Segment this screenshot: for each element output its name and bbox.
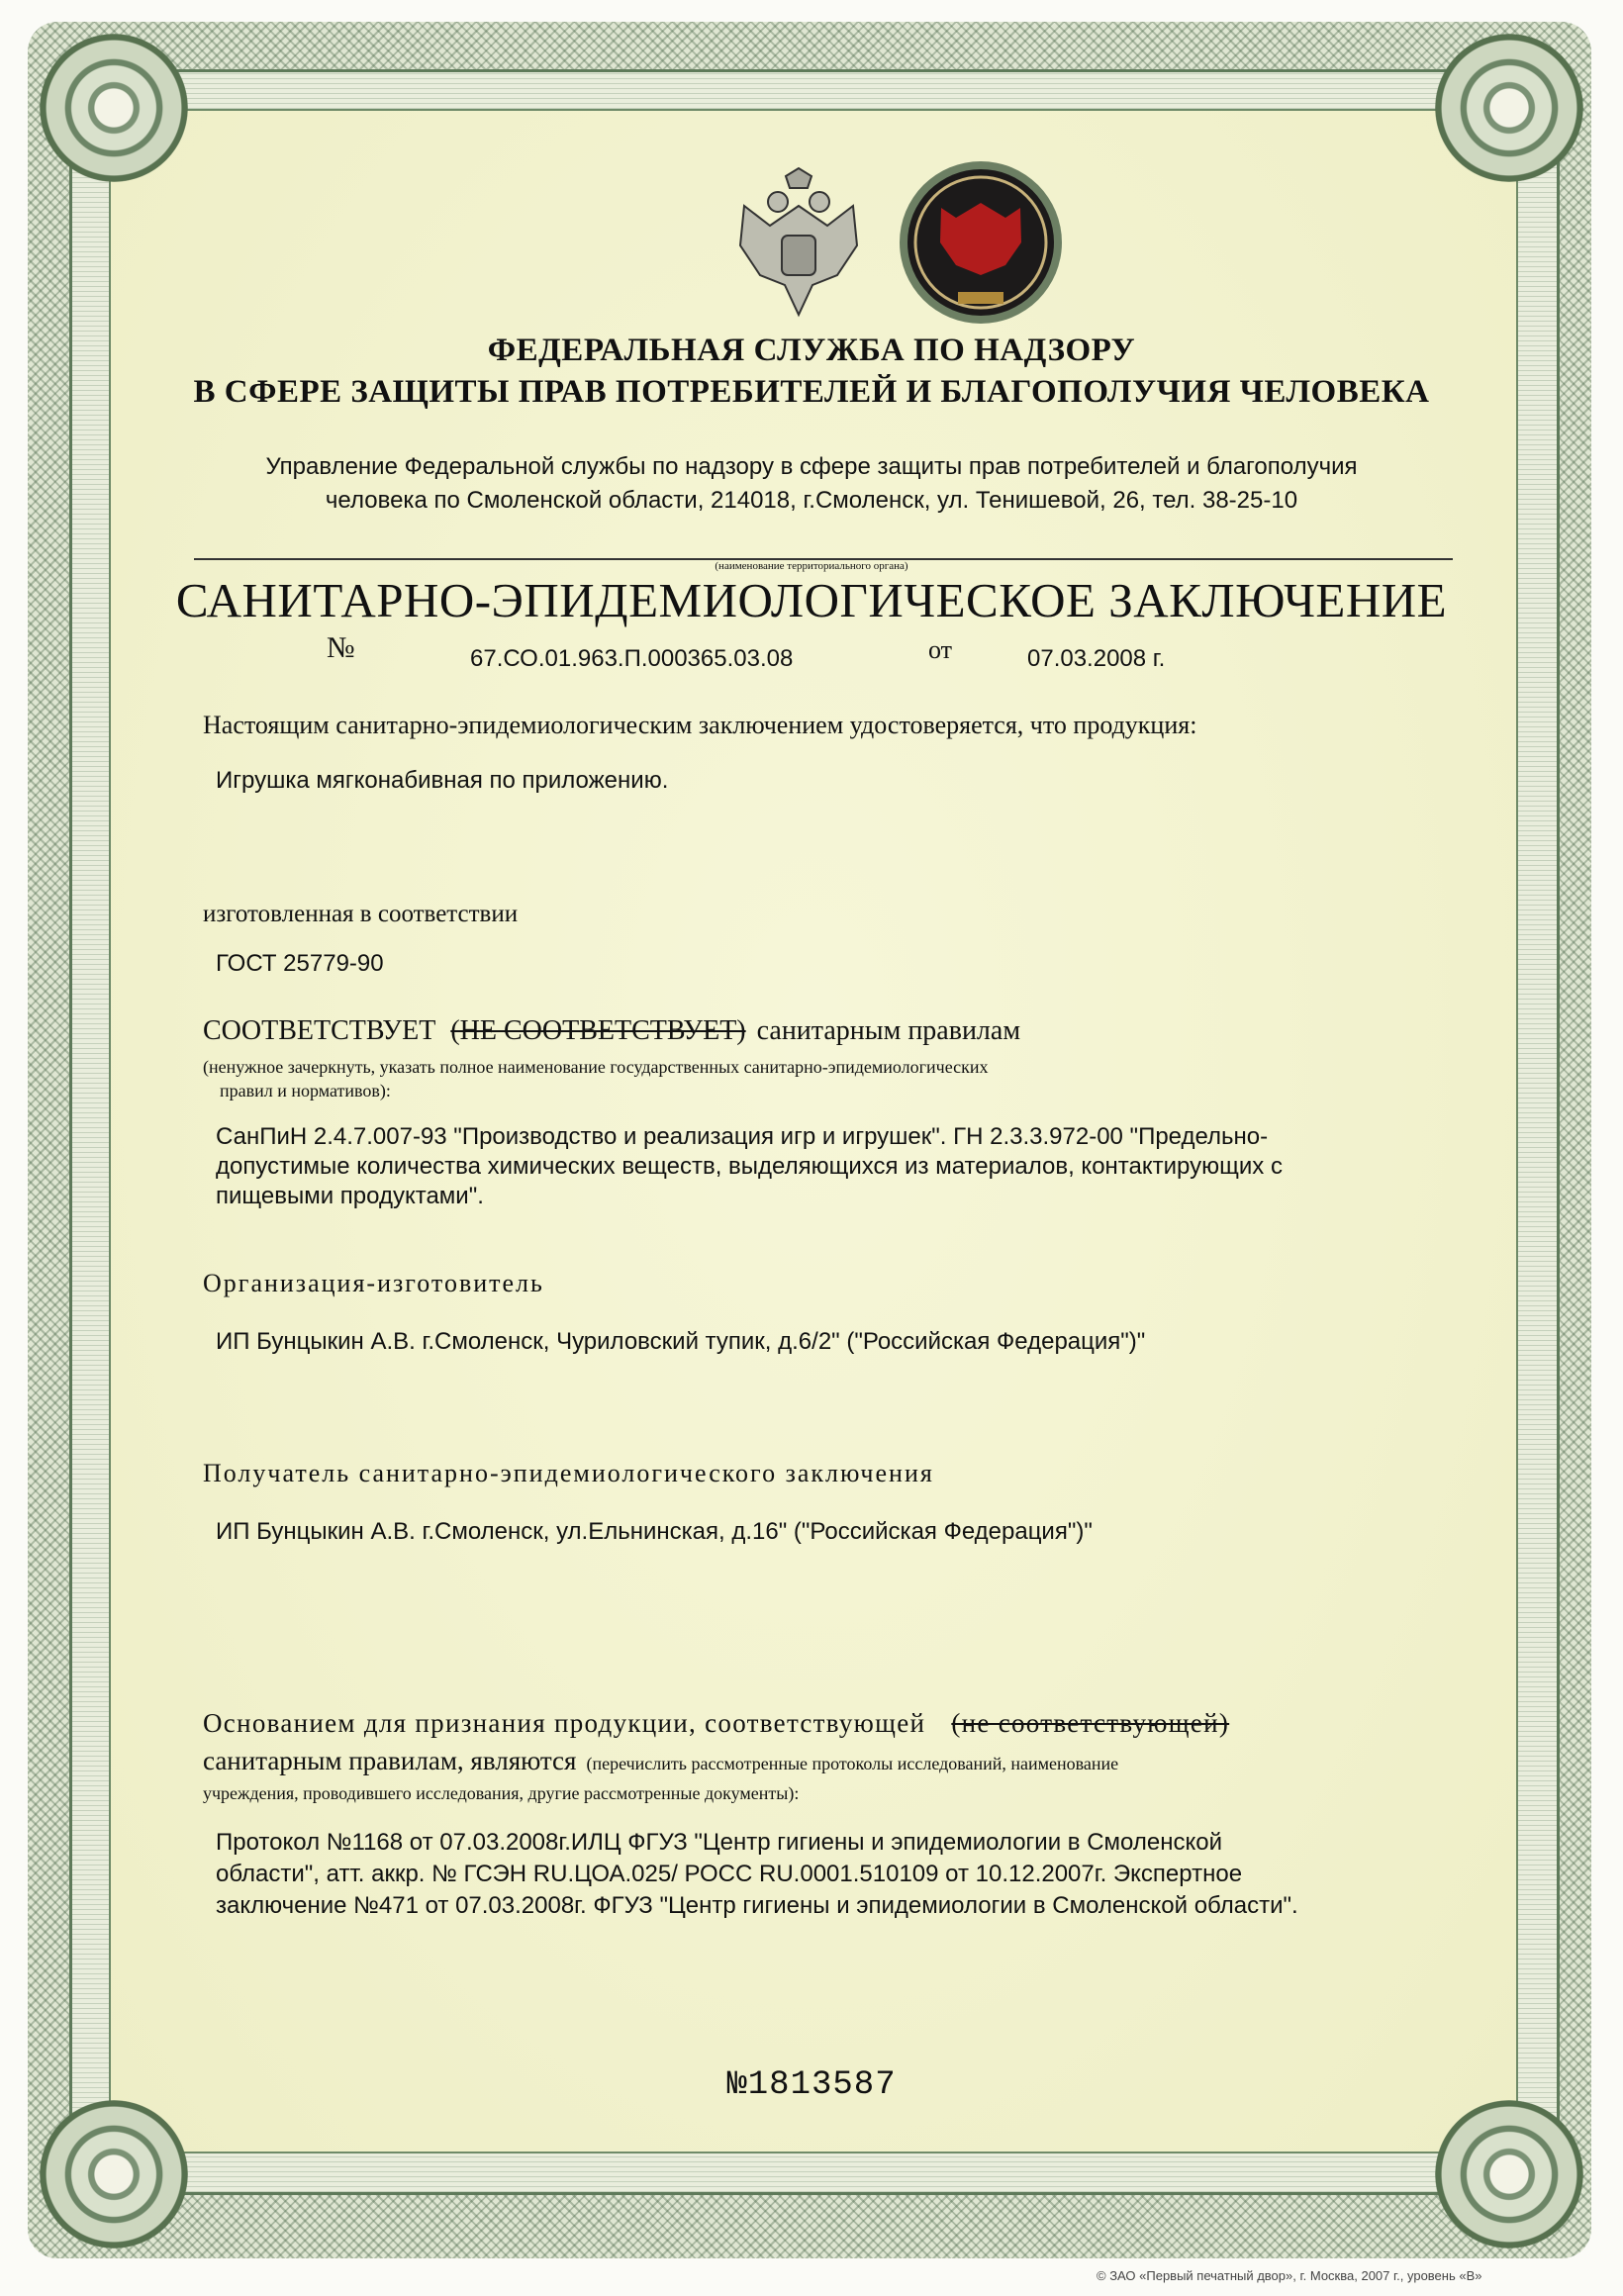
manufacturer-value: ИП Бунцыкин А.В. г.Смоленск, Чуриловский тупик, д.6/2" ("Российская Федерация")": [216, 1328, 1146, 1355]
basis-doc-line2: области", атт. аккр. № ГСЭН RU.ЦОА.025/ РОСС RU.0001.510109 от 10.12.2007г. Экспертное: [216, 1861, 1243, 1887]
product-name: Игрушка мягконабивная по приложению.: [216, 767, 669, 794]
corner-ornament-top-left: [40, 34, 188, 182]
agency-title-line2: В СФЕРЕ ЗАЩИТЫ ПРАВ ПОТРЕБИТЕЛЕЙ И БЛАГОПОЛУЧИЯ ЧЕЛОВЕКА: [193, 374, 1430, 410]
printer-footer: © ЗАО «Первый печатный двор», г. Москва, 2007 г., уровень «В»: [1097, 2268, 1482, 2283]
basis-line2-text: санитарным правилам, являются: [203, 1746, 577, 1775]
compliance-line: [203, 1015, 1020, 1047]
compliance-hint-line2: правил и нормативов):: [220, 1081, 391, 1100]
serial-number: №1813587: [726, 2066, 897, 2104]
manufacturer-label: Организация-изготовитель: [203, 1269, 544, 1297]
corner-ornament-bottom-left: [40, 2100, 188, 2248]
standard-value: ГОСТ 25779-90: [216, 950, 384, 977]
compliance-hint-line1: (ненужное зачеркнуть, указать полное наименование государственных санитарно-эпидемиологических: [203, 1057, 989, 1077]
basis-line2-hint: (перечислить рассмотренные протоколы исследований, наименование: [586, 1754, 1119, 1773]
document-date: 07.03.2008 г.: [1027, 645, 1166, 672]
basis-line1: [203, 1708, 1229, 1739]
basis-doc-line1: Протокол №1168 от 07.03.2008г.ИЛЦ ФГУЗ "Центр гигиены и эпидемиологии в Смоленской: [216, 1829, 1222, 1856]
basis-line1-text: Основанием для признания продукции, соответствующей: [203, 1708, 926, 1738]
coat-of-arms-icon: [730, 166, 867, 325]
rules-line2: допустимые количества химических веществ, выделяющихся из материалов, контактирующих с: [216, 1153, 1283, 1180]
corner-ornament-top-right: [1435, 34, 1583, 182]
department-line2: человека по Смоленской области, 214018, г.Смоленск, ул. Тенишевой, 26, тел. 38-25-10: [325, 487, 1298, 514]
corner-ornament-bottom-right: [1435, 2100, 1583, 2248]
document-number: 67.СО.01.963.П.000365.03.08: [470, 645, 794, 672]
basis-documents: [216, 1827, 1298, 1922]
certifies-intro: Настоящим санитарно-эпидемиологическим заключением удостоверяется, что продукция:: [203, 711, 1197, 739]
basis-line2: [203, 1746, 1118, 1776]
agency-title-line1: ФЕДЕРАЛЬНАЯ СЛУЖБА ПО НАДЗОРУ: [487, 333, 1136, 368]
rules-text: [216, 1122, 1283, 1211]
number-label: №: [327, 631, 355, 664]
compliance-status: СООТВЕТСТВУЕТ: [203, 1015, 436, 1046]
manufactured-label: изготовленная в соответствии: [203, 901, 519, 927]
basis-doc-line3: заключение №471 от 07.03.2008г. ФГУЗ "Центр гигиены и эпидемиологии в Смоленской области".: [216, 1892, 1298, 1919]
basis-line1-struck: (не соответствующей): [951, 1708, 1230, 1738]
recipient-label: Получатель санитарно-эпидемиологического заключения: [203, 1459, 934, 1487]
rules-line3: пищевыми продуктами".: [216, 1183, 484, 1209]
department-caption: (наименование территориального органа): [715, 560, 908, 572]
document-title: САНИТАРНО-ЭПИДЕМИОЛОГИЧЕСКОЕ ЗАКЛЮЧЕНИЕ: [175, 573, 1448, 627]
recipient-value: ИП Бунцыкин А.В. г.Смоленск, ул.Ельнинская, д.16" ("Российская Федерация")": [216, 1518, 1093, 1545]
official-seal-icon: [897, 158, 1065, 327]
date-label: от: [928, 635, 953, 664]
basis-line3-hint: учреждения, проводившего исследования, другие рассмотренные документы):: [203, 1783, 800, 1803]
compliance-struck: (НЕ СООТВЕТСТВУЕТ): [450, 1015, 746, 1046]
department-line1: Управление Федеральной службы по надзору в сфере защиты прав потребителей и благополучия: [265, 453, 1358, 480]
rules-line1: СанПиН 2.4.7.007-93 "Производство и реализация игр и игрушек". ГН 2.3.3.972-00 "Предельно-: [216, 1123, 1269, 1150]
compliance-suffix: санитарным правилам: [756, 1015, 1021, 1046]
